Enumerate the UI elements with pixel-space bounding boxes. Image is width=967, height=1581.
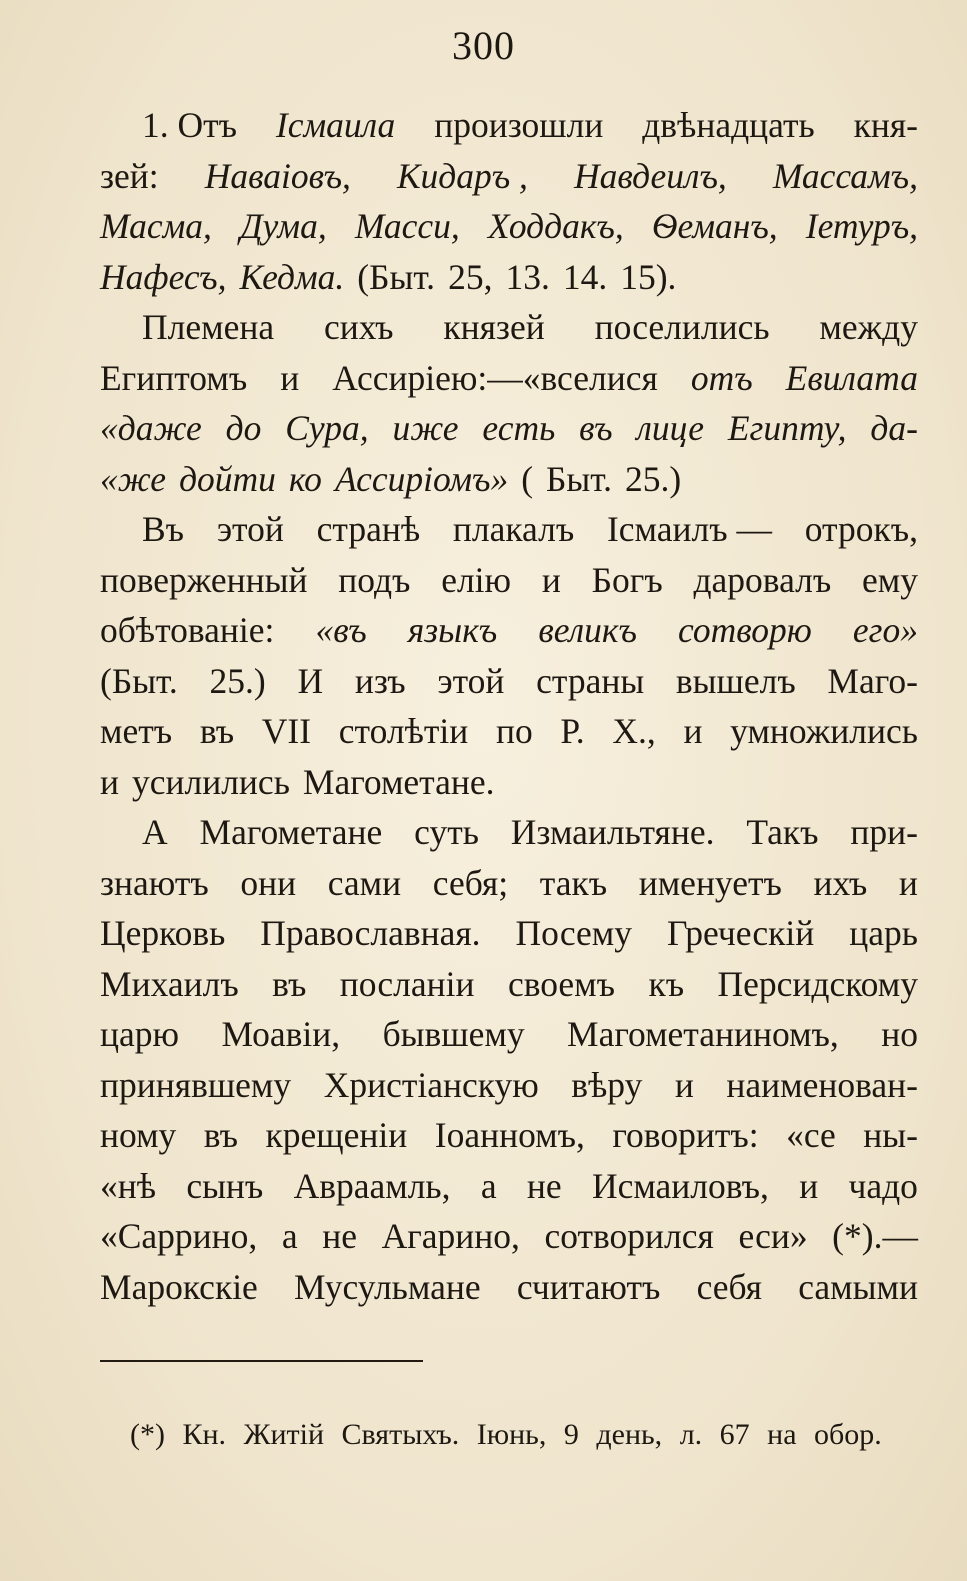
word: Iсмаилъ — xyxy=(606,509,772,549)
word: сотворю xyxy=(678,610,812,650)
word: Моавiи, xyxy=(221,1014,341,1054)
word: Iоанномъ, xyxy=(434,1115,585,1155)
word: Масси, xyxy=(354,206,460,246)
word: между xyxy=(819,307,918,347)
word: сотворился xyxy=(544,1216,714,1256)
word: 25, xyxy=(448,256,493,297)
word: въ xyxy=(199,711,235,751)
word: Магометане xyxy=(199,812,383,852)
word: такъ xyxy=(539,862,608,903)
word: бывшему xyxy=(382,1014,525,1054)
word: Египту, xyxy=(727,408,847,448)
text-line xyxy=(100,256,918,307)
word: именуетъ xyxy=(638,862,782,903)
word: этой xyxy=(437,660,505,701)
word: обор. xyxy=(814,1418,882,1451)
word: сами xyxy=(327,862,402,903)
word: день, xyxy=(596,1418,663,1451)
word: 9 xyxy=(563,1418,579,1451)
word: поселились xyxy=(594,307,770,347)
word: и xyxy=(674,1064,694,1105)
word: усилились xyxy=(132,761,290,802)
word: отъ xyxy=(690,357,753,398)
word: VII xyxy=(261,711,312,751)
footnote xyxy=(130,1418,910,1452)
word: 13. xyxy=(505,256,550,297)
word: плакалъ xyxy=(452,509,575,549)
word: поверженный xyxy=(100,559,308,600)
word: по xyxy=(495,711,533,751)
word: царь xyxy=(849,913,918,953)
word: ны- xyxy=(863,1115,918,1155)
word: «Саррино, xyxy=(100,1216,258,1256)
word: есть xyxy=(482,408,556,448)
word: Персидскому xyxy=(717,963,918,1004)
word: Магометане. xyxy=(302,761,495,802)
page-number: 300 xyxy=(452,23,515,68)
word: ному xyxy=(100,1115,177,1155)
word: самыми xyxy=(798,1266,918,1307)
word: говоритъ: xyxy=(612,1115,759,1155)
text-line xyxy=(100,104,918,155)
word: метъ xyxy=(100,711,173,751)
word: Маго- xyxy=(827,660,918,701)
text-line xyxy=(100,357,918,408)
word: Церковь xyxy=(100,913,226,953)
word: Сура, xyxy=(285,408,369,448)
word: «нѣ xyxy=(100,1165,157,1206)
word: Въ xyxy=(142,509,185,549)
word: л. xyxy=(679,1418,703,1451)
word: 25.) xyxy=(209,660,266,701)
word: умножились xyxy=(730,711,918,751)
word: 14. xyxy=(562,256,608,297)
word: Ассирiею:—«вселися xyxy=(332,357,658,398)
word: кня- xyxy=(853,105,918,145)
text-line xyxy=(100,1266,918,1317)
text-line xyxy=(100,963,918,1014)
text-line xyxy=(100,1013,918,1064)
text-line xyxy=(100,912,918,963)
word: Массамъ, xyxy=(772,155,918,196)
word: считаютъ xyxy=(516,1266,661,1307)
word: Навдеилъ, xyxy=(573,155,727,196)
word: «даже xyxy=(100,408,202,448)
word: столѣтiи xyxy=(338,711,469,751)
word: ко xyxy=(288,458,322,499)
word: Племена xyxy=(142,307,275,347)
word: не xyxy=(526,1165,562,1206)
word: себя xyxy=(696,1266,763,1307)
word: крещенiи xyxy=(265,1115,408,1155)
word: елiю xyxy=(441,559,512,600)
word: 25.) xyxy=(625,458,682,499)
word: суть xyxy=(414,812,479,852)
word: языкъ xyxy=(407,610,498,650)
word: Житiй xyxy=(243,1418,324,1451)
word: изъ xyxy=(354,660,406,701)
word: Кедма. xyxy=(239,256,345,297)
word: Х., xyxy=(612,711,656,751)
word: своемъ xyxy=(507,963,616,1004)
word: Посему xyxy=(515,913,632,953)
word: вышелъ xyxy=(675,660,796,701)
text-line xyxy=(100,660,918,711)
word: въ xyxy=(203,1115,239,1155)
word: не xyxy=(322,1216,357,1256)
word: «въ xyxy=(315,610,367,650)
word: принявшему xyxy=(100,1064,292,1105)
word: Такъ xyxy=(746,812,819,852)
word: Iсмаила xyxy=(275,105,396,145)
word: Исмаиловъ, xyxy=(591,1165,769,1206)
word: Богъ xyxy=(591,559,663,600)
word: Авраамль, xyxy=(293,1165,451,1206)
word: а xyxy=(480,1165,497,1206)
word: Евилата xyxy=(785,357,918,398)
text-line xyxy=(100,407,918,458)
word: Православная. xyxy=(260,913,481,953)
word: князей xyxy=(443,307,545,347)
word: наименован- xyxy=(726,1064,918,1105)
word: при- xyxy=(850,812,918,852)
word: Кидаръ , xyxy=(396,155,528,196)
word: Магометаниномъ, xyxy=(567,1014,839,1054)
word: (Быт. xyxy=(357,256,436,297)
word: въ xyxy=(272,963,307,1004)
word: Iюнь, xyxy=(476,1418,547,1451)
word: «се xyxy=(786,1115,836,1155)
word: царю xyxy=(100,1014,180,1054)
text-line xyxy=(100,306,918,357)
word: и xyxy=(280,357,300,398)
word: обѣтованiе: xyxy=(100,610,275,650)
word: Ѳеманъ, xyxy=(651,206,778,246)
word: и xyxy=(541,559,561,600)
word: чадо xyxy=(848,1165,918,1206)
word: Христiанскую xyxy=(323,1064,539,1105)
word: лице xyxy=(636,408,704,448)
word: Ходдакъ, xyxy=(487,206,624,246)
word: и xyxy=(799,1165,819,1206)
word: зей: xyxy=(100,155,159,196)
word: Мусульмане xyxy=(294,1266,481,1307)
word: Нафесъ, xyxy=(100,256,227,297)
word: произошли xyxy=(434,105,604,145)
footnote-divider xyxy=(100,1360,423,1362)
text-line xyxy=(100,1215,918,1266)
word: и xyxy=(898,862,918,903)
word: 15). xyxy=(620,256,677,297)
text-line xyxy=(100,761,918,812)
word: еси» xyxy=(738,1216,808,1256)
word: себя; xyxy=(432,862,509,903)
word: великъ xyxy=(538,610,637,650)
word: Быт. xyxy=(546,458,612,499)
word: Измаильтяне. xyxy=(510,812,715,852)
word: двѣнадцать xyxy=(642,105,815,145)
text-line xyxy=(100,559,918,610)
word: Михаилъ xyxy=(100,963,239,1004)
word: иже xyxy=(392,408,459,448)
word: даровалъ xyxy=(693,559,832,600)
text-line xyxy=(100,811,918,862)
word: его» xyxy=(852,610,918,650)
word: посланiи xyxy=(339,963,475,1004)
word: но xyxy=(881,1014,918,1054)
word: Греческiй xyxy=(666,913,815,953)
text-line xyxy=(100,1114,918,1165)
word: (*).— xyxy=(832,1216,918,1256)
word: а xyxy=(281,1216,298,1256)
text-line xyxy=(100,609,918,660)
text-line xyxy=(100,458,918,509)
word: ( xyxy=(521,458,534,499)
text-line xyxy=(100,1064,918,1115)
body-text xyxy=(100,104,918,1316)
word: Ассирiомъ» xyxy=(334,458,509,499)
word: «же xyxy=(100,458,167,499)
word: отрокъ, xyxy=(804,509,918,549)
word: Дума, xyxy=(239,206,327,246)
word: ихъ xyxy=(813,862,868,903)
word: А xyxy=(142,812,168,852)
word: Масма, xyxy=(100,206,212,246)
word: Кн. xyxy=(182,1418,227,1451)
word: ему xyxy=(862,559,918,600)
word: Р. xyxy=(560,711,585,751)
text-line xyxy=(100,710,918,761)
word: Iетуръ, xyxy=(805,206,918,246)
word: и xyxy=(100,761,119,802)
word: Святыхъ. xyxy=(341,1418,460,1451)
word: знаютъ xyxy=(100,862,209,903)
word: къ xyxy=(648,963,685,1004)
word: въ xyxy=(579,408,613,448)
word: Наваiовъ, xyxy=(204,155,351,196)
word: сихъ xyxy=(323,307,394,347)
word: 67 xyxy=(719,1418,750,1451)
word: странѣ xyxy=(316,509,421,549)
word: этой xyxy=(216,509,284,549)
word: вѣру xyxy=(571,1064,643,1105)
word: сынъ xyxy=(186,1165,264,1206)
footnote-marker: (*) xyxy=(130,1418,165,1451)
text-line xyxy=(100,862,918,913)
word: Египтомъ xyxy=(100,357,248,398)
text-line xyxy=(100,205,918,256)
text-line xyxy=(100,155,918,206)
word: Агарино, xyxy=(381,1216,520,1256)
word: они xyxy=(240,862,297,903)
word: и xyxy=(683,711,703,751)
word: Марокскiе xyxy=(100,1266,258,1307)
word: до xyxy=(225,408,262,448)
word: И xyxy=(297,660,324,701)
word: да- xyxy=(870,408,918,448)
word: на xyxy=(767,1418,797,1451)
word: дойти xyxy=(179,458,276,499)
word: 1. Отъ xyxy=(142,105,238,145)
text-line xyxy=(100,1165,918,1216)
word: подъ xyxy=(338,559,411,600)
word: (Быт. xyxy=(100,660,178,701)
word: страны xyxy=(536,660,645,701)
text-line xyxy=(100,508,918,559)
